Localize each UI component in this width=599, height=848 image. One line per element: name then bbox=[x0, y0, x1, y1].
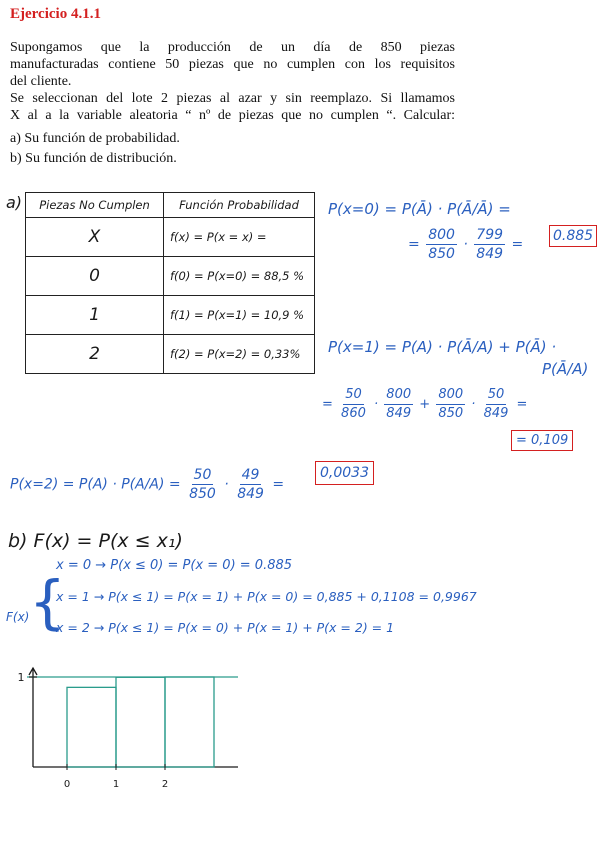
table-cell-x: 2 bbox=[26, 335, 164, 374]
probability-table bbox=[25, 192, 315, 374]
cdf-line-3: x = 2 → P(x ≤ 1) = P(x = 0) + P(x = 1) + P(x = 2) = 1 bbox=[56, 620, 395, 635]
statement-line-3: del cliente. bbox=[10, 74, 72, 89]
table-cell-x: 0 bbox=[26, 257, 164, 296]
x-tick-label: 1 bbox=[112, 779, 120, 790]
calc-x0-line2: = $\frac{800}{850}$ · $\frac{799}{849}$ = bbox=[408, 227, 524, 262]
bar bbox=[67, 687, 116, 767]
bar bbox=[116, 677, 165, 767]
question-b: b) Su función de distribución. bbox=[10, 151, 177, 166]
table-row bbox=[26, 257, 315, 296]
table-header: Piezas No Cumplen bbox=[26, 193, 164, 218]
calc-x2: P(x=2) = P(A) · P(A/A) = $\frac{50}{850}$ · $\frac{49}{849}$ = bbox=[10, 467, 285, 502]
x-tick-label: 0 bbox=[63, 779, 71, 790]
calc-x0-line1: P(x=0) = P(Ā) · P(Ā/Ā) = bbox=[328, 200, 511, 218]
part-b-header: b) F(x) = P(x ≤ x₁) bbox=[8, 530, 183, 552]
result-x1: = 0,109 bbox=[511, 430, 573, 451]
calc-x1-line2: P(Ā/A) bbox=[542, 360, 589, 378]
fx-label: F(x) bbox=[6, 610, 30, 624]
statement-line-4: Se seleccionan del lote 2 piezas al azar y sin reemplazo. Si llamamos bbox=[10, 91, 455, 106]
table-cell-x: X bbox=[26, 218, 164, 257]
statement-line-5: X al a la variable aleatoria “ nº de piezas que no cumplen “. Calcular: bbox=[10, 108, 455, 123]
exercise-title: Ejercicio 4.1.1 bbox=[10, 6, 101, 22]
table-cell-f: f(x) = P(x = x) = bbox=[164, 218, 315, 257]
calc-x1-line1: P(x=1) = P(A) · P(Ā/A) + P(Ā) · bbox=[328, 338, 557, 356]
x-tick-label: 2 bbox=[161, 779, 169, 790]
cdf-line-1: x = 0 → P(x ≤ 0) = P(x = 0) = 0.885 bbox=[56, 558, 293, 573]
cdf-chart bbox=[0, 660, 260, 800]
cdf-line-2: x = 1 → P(x ≤ 1) = P(x = 1) + P(x = 0) = 0,885 + 0,1108 = 0,9967 bbox=[56, 589, 477, 604]
question-a: a) Su función de probabilidad. bbox=[10, 131, 180, 146]
part-a-label: a) bbox=[6, 193, 23, 212]
table-row bbox=[26, 335, 315, 374]
table-cell-x: 1 bbox=[26, 296, 164, 335]
table-cell-f: f(0) = P(x=0) = 88,5 % bbox=[164, 257, 315, 296]
result-x0: 0.885 bbox=[549, 225, 597, 247]
statement-line-1: Supongamos que la producción de un día de 850 piezas bbox=[10, 40, 455, 55]
y-tick-label: 1 bbox=[17, 671, 25, 684]
table-cell-f: f(1) = P(x=1) = 10,9 % bbox=[164, 296, 315, 335]
calc-x1-line3: = $\frac{50}{860}$ · $\frac{800}{849}$ + $\frac{800}{850}$ · $\frac{50}{849}$ = bbox=[322, 387, 528, 421]
result-x2: 0,0033 bbox=[315, 461, 374, 485]
table-row bbox=[26, 218, 315, 257]
table-cell-f: f(2) = P(x=2) = 0,33% bbox=[164, 335, 315, 374]
statement-line-2: manufacturadas contiene 50 piezas que no cumplen con los requisitos bbox=[10, 57, 455, 72]
brace-icon: { bbox=[29, 568, 66, 636]
table-header: Función Probabilidad bbox=[164, 193, 315, 218]
table-row bbox=[26, 296, 315, 335]
bar bbox=[165, 677, 214, 767]
